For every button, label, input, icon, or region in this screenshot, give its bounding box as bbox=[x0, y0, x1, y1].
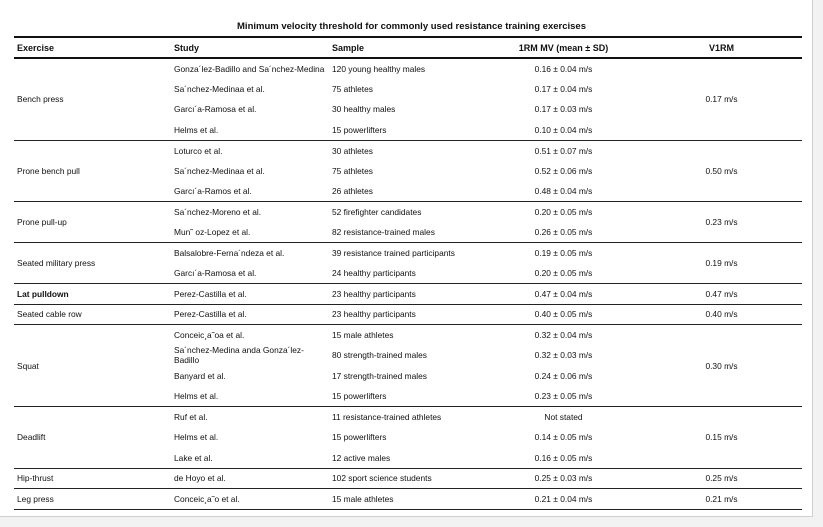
sample-cell: 82 resistance-trained males bbox=[329, 222, 486, 243]
mv-cell: 0.21 ± 0.04 m/s bbox=[486, 489, 641, 510]
sample-cell: 120 young healthy males bbox=[332, 63, 426, 74]
sample-cell: 30 healthy males bbox=[332, 104, 396, 115]
sample-cell: 24 healthy participants bbox=[329, 263, 486, 284]
table-title: Minimum velocity threshold for commonly used resistance training exercises bbox=[237, 21, 586, 32]
sample-cell: 15 powerlifters bbox=[329, 120, 486, 141]
sample-cell: 17 strength-trained males bbox=[332, 370, 427, 381]
sample-cell: 80 strength-trained males bbox=[332, 350, 427, 361]
mv-cell: 0.25 ± 0.03 m/s bbox=[486, 468, 641, 489]
mv-cell: 0.26 ± 0.05 m/s bbox=[486, 222, 641, 243]
table-row bbox=[14, 489, 802, 510]
mv-cell: 0.20 ± 0.05 m/s bbox=[486, 263, 641, 284]
sample-cell: 30 athletes bbox=[332, 145, 373, 156]
table-row bbox=[14, 304, 802, 325]
exercise-cell: Seated cable row bbox=[14, 304, 171, 325]
sample-cell: 26 athletes bbox=[329, 181, 486, 202]
v1rm-cell: 0.30 m/s bbox=[641, 325, 802, 407]
study-cell: Helms et al. bbox=[171, 386, 329, 407]
v1rm-cell: 0.23 m/s bbox=[641, 202, 802, 243]
study-cell: Helms et al. bbox=[171, 120, 329, 141]
study-cell: Mun˜ oz-Lopez et al. bbox=[171, 222, 329, 243]
study-cell: Gonza´lez-Badillo and Sa´nchez-Medina bbox=[174, 63, 325, 74]
study-cell: Sa´nchez-Medina anda Gonza´lez-Badillo bbox=[174, 345, 304, 366]
v1rm-cell: 0.21 m/s bbox=[641, 489, 802, 510]
exercise-cell: Prone pull-up bbox=[14, 202, 171, 243]
v1rm-cell: 0.25 m/s bbox=[641, 468, 802, 489]
velocity-threshold-table bbox=[14, 36, 802, 510]
table-row bbox=[14, 407, 802, 428]
mv-cell: 0.24 ± 0.06 m/s bbox=[534, 370, 593, 381]
table-row bbox=[14, 140, 802, 161]
mv-cell: 0.23 ± 0.05 m/s bbox=[486, 386, 641, 407]
sample-cell: 23 healthy participants bbox=[329, 284, 486, 305]
mv-cell: 0.47 ± 0.04 m/s bbox=[486, 284, 641, 305]
study-cell: Loturco et al. bbox=[174, 145, 223, 156]
mv-cell: 0.52 ± 0.06 m/s bbox=[534, 165, 593, 176]
mv-cell: 0.17 ± 0.04 m/s bbox=[534, 83, 593, 94]
header-study: Study bbox=[171, 37, 329, 58]
table-row bbox=[14, 58, 802, 79]
mv-cell: 0.14 ± 0.05 m/s bbox=[534, 432, 593, 443]
v1rm-cell: 0.40 m/s bbox=[641, 304, 802, 325]
study-cell: Garcı´a-Ramosa et al. bbox=[171, 263, 329, 284]
exercise-cell: Lat pulldown bbox=[14, 284, 171, 305]
mv-cell: 0.20 ± 0.05 m/s bbox=[534, 207, 593, 217]
sample-cell: 75 athletes bbox=[332, 83, 373, 94]
mv-cell: 0.32 ± 0.04 m/s bbox=[534, 330, 593, 340]
header-exercise: Exercise bbox=[14, 37, 171, 58]
exercise-cell: Deadlift bbox=[14, 407, 171, 469]
study-cell: Conceic¸a˜oa et al. bbox=[174, 330, 245, 340]
exercise-cell: Seated military press bbox=[14, 243, 171, 284]
sample-cell: 39 resistance trained participants bbox=[332, 248, 455, 258]
study-cell: Perez-Castilla et al. bbox=[171, 284, 329, 305]
mv-cell: 0.16 ± 0.05 m/s bbox=[486, 448, 641, 469]
study-cell: Lake et al. bbox=[171, 448, 329, 469]
sample-cell: 52 firefighter candidates bbox=[332, 207, 422, 217]
mv-cell: Not stated bbox=[544, 412, 583, 422]
exercise-cell: Prone bench pull bbox=[14, 140, 171, 202]
sample-cell: 11 resistance-trained athletes bbox=[332, 412, 442, 422]
table-row bbox=[14, 284, 802, 305]
table-row bbox=[14, 243, 802, 264]
study-cell: Garcı´a-Ramos et al. bbox=[171, 181, 329, 202]
study-cell: Sa´nchez-Moreno et al. bbox=[174, 207, 262, 217]
mv-cell: 0.16 ± 0.04 m/s bbox=[534, 63, 593, 74]
sample-cell: 102 sport science students bbox=[329, 468, 486, 489]
mv-cell: 0.17 ± 0.03 m/s bbox=[534, 104, 593, 115]
table-row bbox=[14, 325, 802, 346]
v1rm-cell: 0.17 m/s bbox=[641, 58, 802, 140]
sample-cell: 15 male athletes bbox=[332, 330, 394, 340]
study-cell: Conceic¸a˜o et al. bbox=[171, 489, 329, 510]
study-cell: Sa´nchez-Medinaa et al. bbox=[174, 165, 265, 176]
sample-cell: 15 powerlifters bbox=[332, 432, 387, 443]
exercise-cell: Leg press bbox=[14, 489, 171, 510]
header-mv: 1RM MV (mean ± SD) bbox=[486, 37, 641, 58]
study-cell: Garcı´a-Ramosa et al. bbox=[174, 104, 257, 115]
sample-cell: 23 healthy participants bbox=[329, 304, 486, 325]
v1rm-cell: 0.50 m/s bbox=[641, 140, 802, 202]
study-cell: Ruf et al. bbox=[174, 412, 208, 422]
v1rm-cell: 0.15 m/s bbox=[641, 407, 802, 469]
header-sample: Sample bbox=[329, 37, 486, 58]
study-cell: Sa´nchez-Medinaa et al. bbox=[174, 83, 265, 94]
header-row bbox=[14, 37, 802, 58]
sample-cell: 15 powerlifters bbox=[329, 386, 486, 407]
exercise-cell: Squat bbox=[14, 325, 171, 407]
v1rm-cell: 0.47 m/s bbox=[641, 284, 802, 305]
mv-cell: 0.19 ± 0.05 m/s bbox=[534, 248, 593, 258]
exercise-cell: Hip-thrust bbox=[14, 468, 171, 489]
study-cell: Balsalobre-Ferna´ndeza et al. bbox=[174, 248, 285, 258]
v1rm-cell: 0.19 m/s bbox=[641, 243, 802, 284]
exercise-cell: Bench press bbox=[14, 58, 171, 140]
table-body bbox=[14, 58, 802, 509]
mv-cell: 0.10 ± 0.04 m/s bbox=[486, 120, 641, 141]
mv-cell: 0.32 ± 0.03 m/s bbox=[534, 350, 593, 361]
study-cell: Helms et al. bbox=[174, 432, 219, 443]
header-v1rm: V1RM bbox=[641, 37, 802, 58]
mv-cell: 0.48 ± 0.04 m/s bbox=[486, 181, 641, 202]
study-cell: Banyard et al. bbox=[174, 370, 226, 381]
study-cell: de Hoyo et al. bbox=[171, 468, 329, 489]
sample-cell: 75 athletes bbox=[332, 165, 373, 176]
study-cell: Perez-Castilla et al. bbox=[171, 304, 329, 325]
sample-cell: 15 male athletes bbox=[329, 489, 486, 510]
mv-cell: 0.51 ± 0.07 m/s bbox=[534, 145, 593, 156]
mv-cell: 0.40 ± 0.05 m/s bbox=[486, 304, 641, 325]
table-row bbox=[14, 202, 802, 223]
sample-cell: 12 active males bbox=[329, 448, 486, 469]
table-row bbox=[14, 468, 802, 489]
